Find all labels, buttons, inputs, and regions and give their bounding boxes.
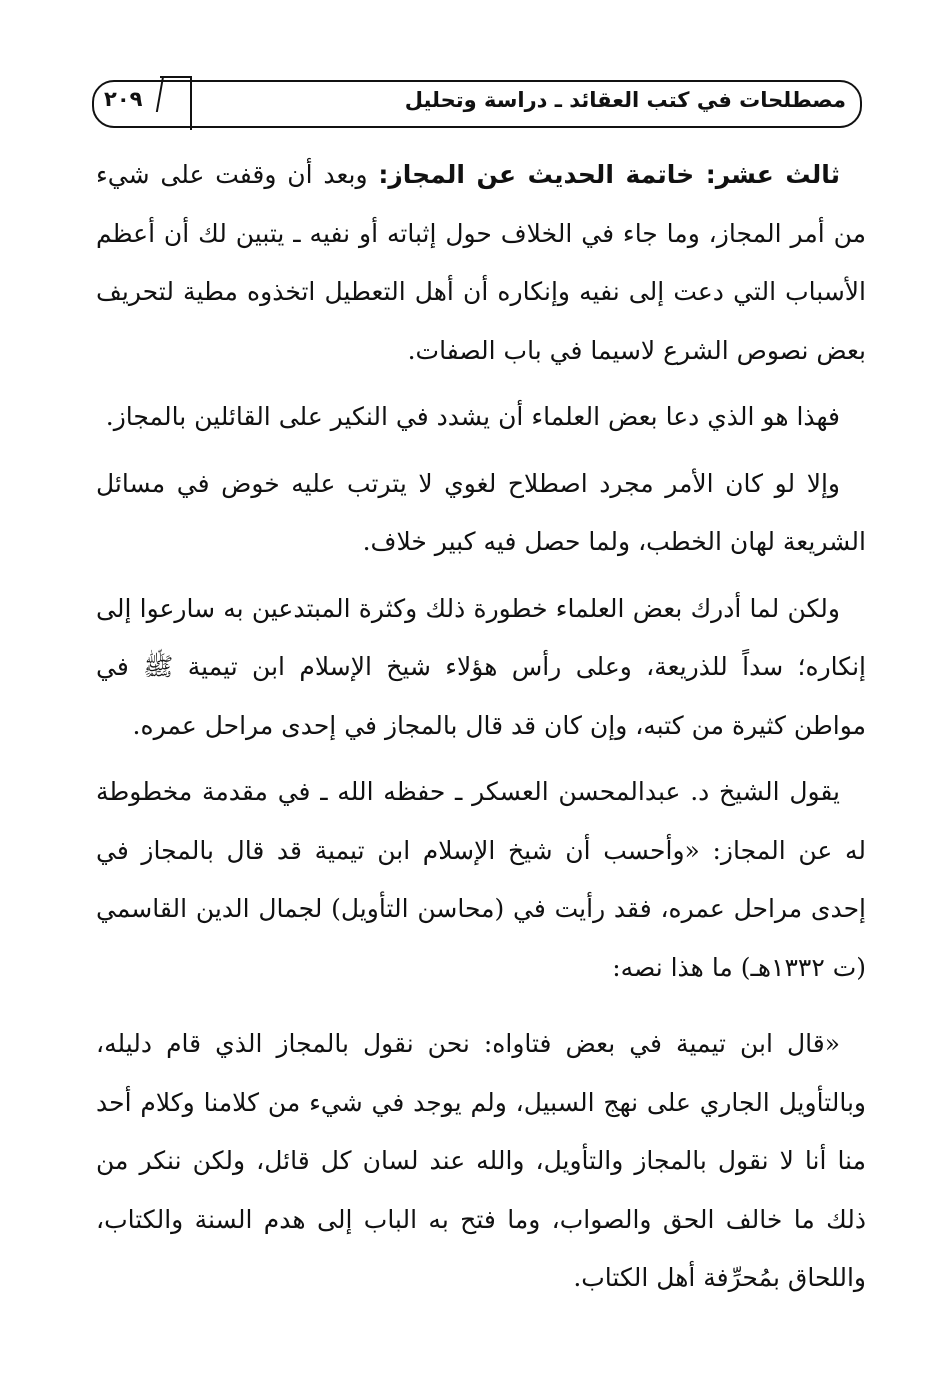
paragraph-5: يقول الشيخ د. عبدالمحسن العسكر ـ حفظه الله ـ في مقدمة مخطوطة له عن المجاز: «وأحسب أن شيخ الإسلام ابن تيمية قد قال بالمجاز في إحدى مراحل عمره، فقد رأيت في (محاسن التأويل) لجمال الدين القاسمي (ت ١٣٣٢هـ) ما هذا نصه: — [96, 777, 866, 982]
page-header — [92, 80, 862, 128]
page-number: ٢٠٩ — [104, 87, 143, 111]
paragraph-1-text: وبعد أن وقفت على شيء من أمر المجاز، وما جاء في الخلاف حول إثباته أو نفيه ـ يتبين لك أن أعظم الأسباب التي دعت إلى نفيه وإنكاره أن أهل التعطيل اتخذوه مطية لتحريف بعض نصوص الشرع لاسيما في باب الصفات. — [96, 160, 866, 365]
running-title: مصطلحات في كتب العقائد ـ دراسة وتحليل — [404, 88, 846, 112]
paragraph-3: وإلا لو كان الأمر مجرد اصطلاح لغوي لا يترتب عليه خوض في مسائل الشريعة لهان الخطب، ولما حصل فيه كبير خلاف. — [96, 468, 866, 556]
section-heading: ثالث عشر: خاتمة الحديث عن المجاز: — [378, 160, 841, 189]
paragraph-4: ولكن لما أدرك بعض العلماء خطورة ذلك وكثرة المبتدعين به سارعوا إلى إنكاره؛ سداً للذريعة، وعلى رأس هؤلاء شيخ الإسلام ابن تيمية ﷺ في مواطن كثيرة من كتبه، وإن كان قد قال بالمجاز في إحدى مراحل عمره. — [96, 593, 866, 740]
paragraph-2: فهذا هو الذي دعا بعض العلماء أن يشدد في النكير على القائلين بالمجاز. — [105, 402, 840, 431]
page-tab-top-line — [160, 76, 192, 78]
quoted-paragraph: «قال ابن تيمية في بعض فتاواه: نحن نقول بالمجاز الذي قام دليله، وبالتأويل الجاري على نهج السبيل، ولم يوجد في شيء من كلامنا وكلام أحد منا أنا لا نقول بالمجاز والتأويل، والله عند لسان كل قائل، ولكن ننكر من ذلك ما خالف الحق والصواب، وما فتح به الباب إلى هدم السنة والكتاب، واللحاق بمُحرِّفة أهل الكتاب. — [96, 1029, 866, 1292]
paragraph-1 — [96, 146, 866, 380]
page-tab-right-stroke — [190, 76, 192, 130]
body-text — [96, 146, 866, 1316]
